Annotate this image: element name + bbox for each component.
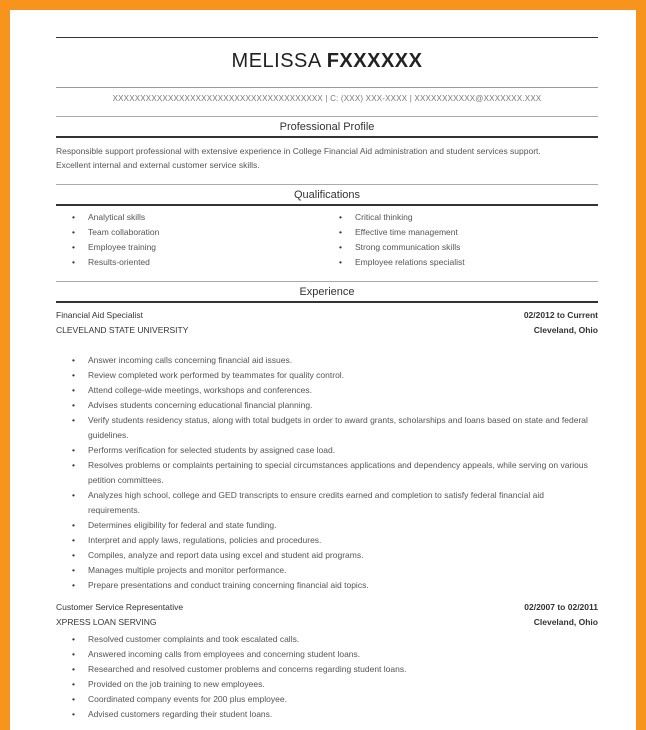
job-title: Customer Service Representative	[56, 602, 184, 612]
job-title-row	[56, 602, 598, 612]
section-header-experience	[56, 281, 598, 303]
list-item: • Answer incoming calls concerning financial aid issues.	[72, 353, 588, 368]
qualification-item: • Strong communication skills	[339, 240, 465, 255]
job-company-row	[56, 325, 598, 335]
qualifications-left-list	[72, 210, 159, 270]
qualification-item: • Results-oriented	[72, 255, 159, 270]
qualification-item: • Critical thinking	[339, 210, 465, 225]
job-company-row	[56, 617, 598, 627]
qualification-item: • Effective time management	[339, 225, 465, 240]
list-item: • Resolves problems or complaints pertaining to special circumstances applications and dependency appeals, while serving on various petition committees.	[72, 458, 588, 488]
section-title-qualifications: Qualifications	[293, 189, 361, 201]
list-item: • Compiles, analyze and report data using excel and student aid programs.	[72, 548, 588, 563]
list-item: • Prepare presentations and conduct training concerning financial aid topics.	[72, 578, 588, 593]
list-item: • Researched and resolved customer problems and concerns regarding student loans.	[72, 662, 588, 677]
job-company: CLEVELAND STATE UNIVERSITY	[56, 325, 189, 335]
job-company: XPRESS LOAN SERVING	[56, 617, 157, 627]
name-rule	[56, 87, 598, 88]
list-item: • Determines eligibility for federal and state funding.	[72, 518, 588, 533]
job-bullet-list	[72, 632, 588, 722]
list-item: • Review completed work performed by teammates for quality control.	[72, 368, 588, 383]
job-title-row	[56, 310, 598, 320]
first-name: MELISSA	[231, 50, 321, 72]
list-item: • Advised customers regarding their student loans.	[72, 707, 588, 722]
job-location: Cleveland, Ohio	[533, 617, 598, 627]
list-item: • Advises students concerning educational financial planning.	[72, 398, 588, 413]
qualification-item: • Team collaboration	[72, 225, 159, 240]
list-item: • Verify students residency status, along with total budgets in order to award grants, scholarships and loans based on state and federal guidelines.	[72, 413, 588, 443]
top-rule	[56, 37, 598, 38]
profile-text: Responsible support professional with extensive experience in College Financial Aid administration and student services support. Excellent internal and external customer service skills.	[56, 146, 541, 170]
section-header-qualifications	[56, 184, 598, 206]
qualification-item: • Analytical skills	[72, 210, 159, 225]
qualifications-right-list	[339, 210, 465, 270]
qualification-item: • Employee relations specialist	[339, 255, 465, 270]
last-name: FXXXXXX	[326, 50, 423, 72]
qualification-item: • Employee training	[72, 240, 159, 255]
list-item: • Interpret and apply laws, regulations, policies and procedures.	[72, 533, 588, 548]
contact-line: XXXXXXXXXXXXXXXXXXXXXXXXXXXXXXXXXXXXXX | C: (XXX) XXX-XXXX | XXXXXXXXXXX@XXXXXXX.XXX	[112, 94, 542, 103]
list-item: • Manages multiple projects and monitor performance.	[72, 563, 588, 578]
job-location: Cleveland, Ohio	[533, 325, 598, 335]
resume-page	[10, 10, 636, 730]
job-title: Financial Aid Specialist	[56, 310, 143, 320]
job-dates: 02/2012 to Current	[523, 310, 598, 320]
list-item: • Performs verification for selected students by assigned case load.	[72, 443, 588, 458]
section-header-profile	[56, 116, 598, 138]
list-item: • Resolved customer complaints and took escalated calls.	[72, 632, 588, 647]
list-item: • Provided on the job training to new employees.	[72, 677, 588, 692]
section-title-profile: Professional Profile	[279, 121, 375, 133]
list-item: • Answered incoming calls from employees and concerning student loans.	[72, 647, 588, 662]
candidate-name	[56, 50, 598, 73]
section-title-experience: Experience	[299, 286, 355, 298]
list-item: • Coordinated company events for 200 plus employee.	[72, 692, 588, 707]
job-dates: 02/2007 to 02/2011	[524, 602, 598, 612]
job-bullet-list	[72, 353, 588, 593]
list-item: • Analyzes high school, college and GED transcripts to ensure credits earned and completion to satisfy federal financial aid requirements.	[72, 488, 588, 518]
list-item: • Attend college-wide meetings, workshops and conferences.	[72, 383, 588, 398]
